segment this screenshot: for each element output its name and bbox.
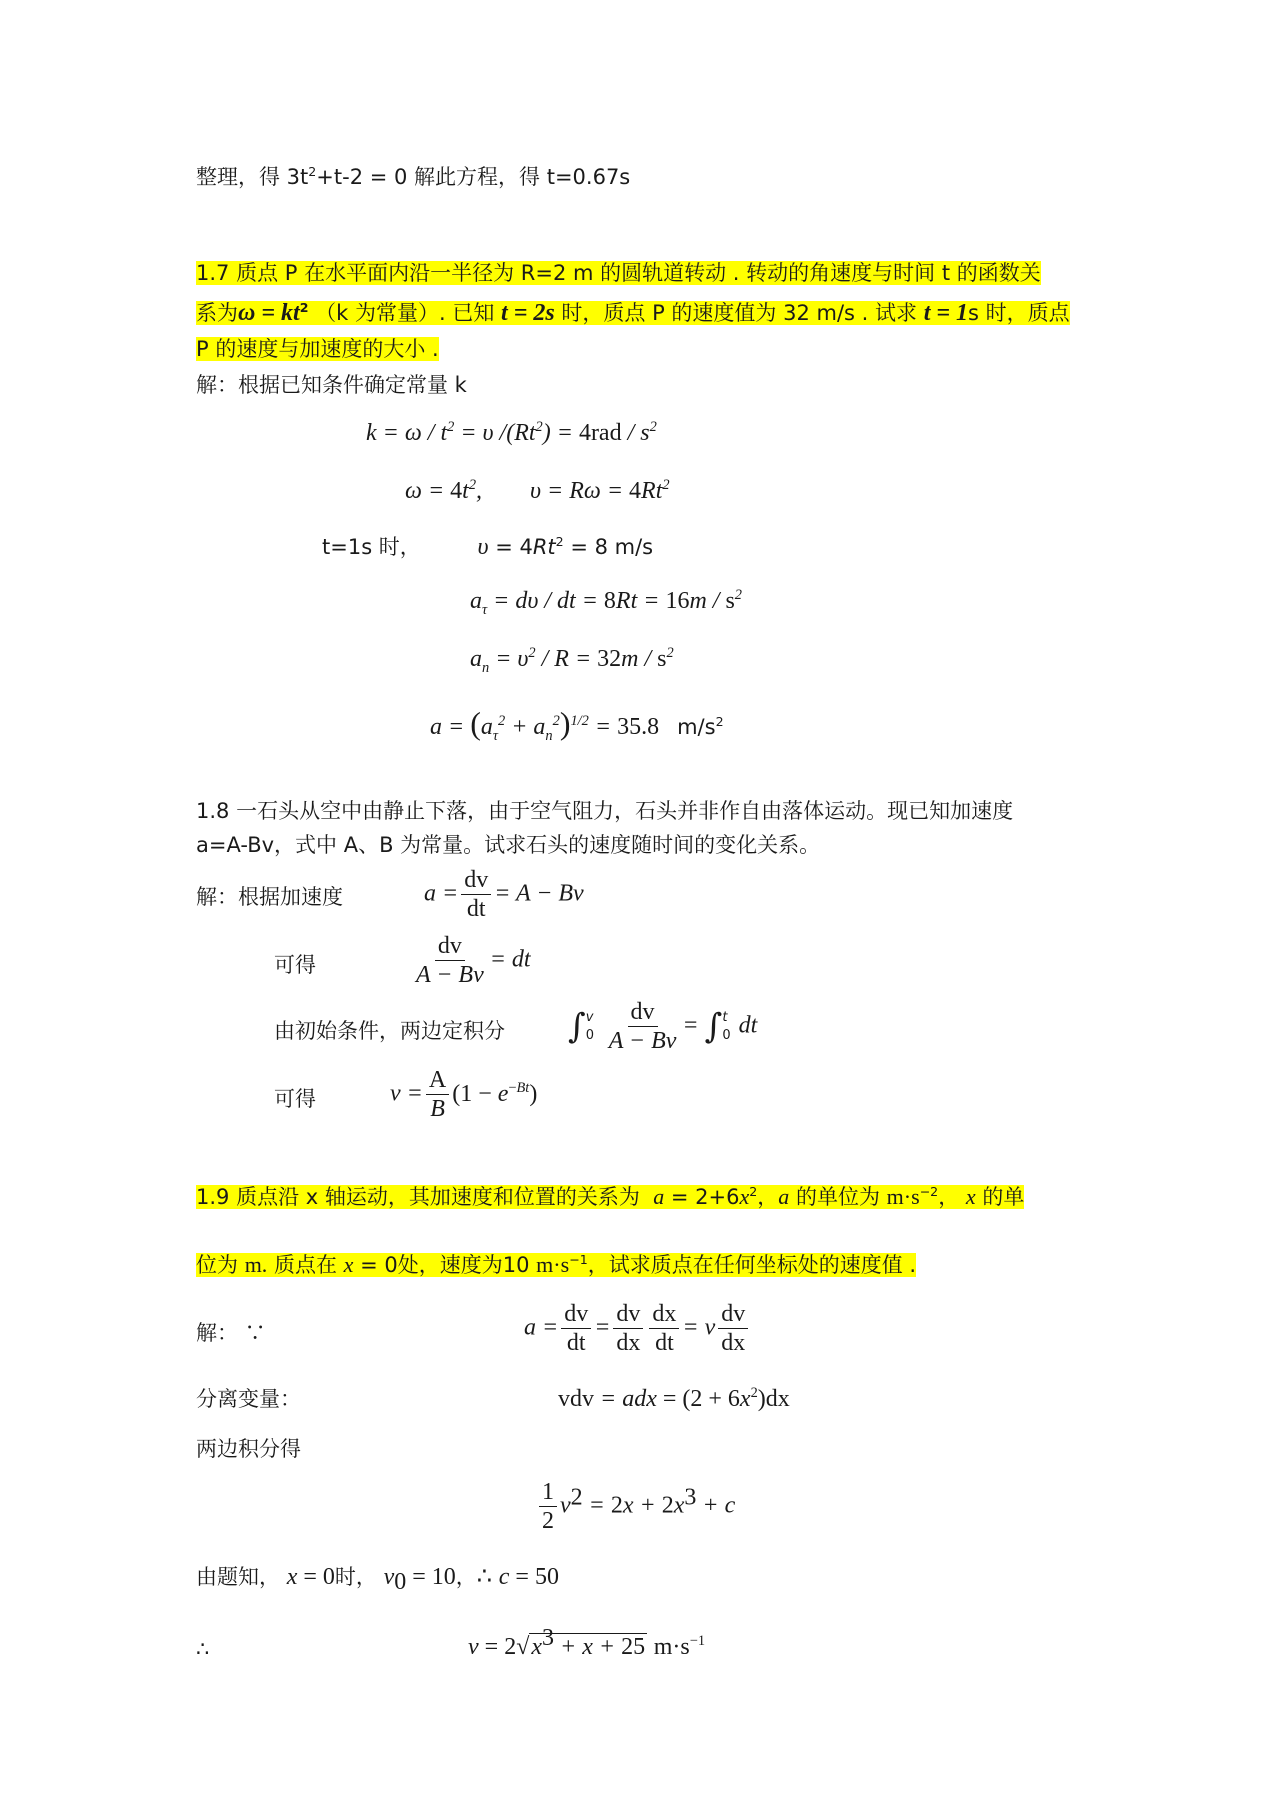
omega-kt2: ω = kt — [238, 300, 300, 326]
eq-t1: t=1s 时， $\upsilon = 4Rt^2 = 8$ m/s — [322, 534, 654, 560]
sol-1-8-step4-label: 可得 — [274, 1087, 316, 1111]
problem-1-8-line1: 1.8 一石头从空中由静止下落，由于空气阻力，石头并非作自由落体运动。现已知加速度 — [196, 799, 1014, 823]
problem-1-7-line3: P 的速度与加速度的大小 . — [196, 337, 439, 361]
sol-1-8-step2-eq: $\frac{dv}{A - Bv}$ = dt — [416, 933, 531, 988]
sol-1-8-step1-label: 解：根据加速度 — [196, 885, 343, 909]
sol-1-9-integrate-label: 两边积分得 — [196, 1437, 301, 1461]
sol-1-9-eq1: a = $\frac{dv}{dt}$ = $\frac{dv}{dx}$ $\frac{dx}{dt}$ = v $\frac{dv}{dx}$ — [524, 1300, 751, 1357]
eq-a-n: $a_n = \upsilon^2 / R = 32m / s^2$ — [470, 645, 674, 676]
sol-1-8-step3-eq: ∫v 0 $\frac{dv}{A - Bv}$ = ∫t 0 dt — [568, 999, 758, 1054]
line-solve-equation: 整理，得 $3t^2+t-2 = 0$ 解此方程，得 t=0.67s — [196, 164, 631, 189]
eq-omega-v: $\omega = 4t^2$, $\upsilon = R\omega = 4Rt^2$ — [405, 477, 670, 504]
sol-1-9-separate-label: 分离变量： — [196, 1387, 301, 1411]
eq-a-total: $a = (a_\tau^2 + a_n^2)^{1/2} = 35.8$ $m/s^2$ — [430, 705, 724, 744]
eq-a-tau: $a_\tau = d\upsilon$ / dt = $8Rt = 16m / s^2$ — [470, 587, 742, 618]
sol-1-9-because: 解： ∵ — [196, 1321, 266, 1345]
eq-k: $k = \omega / t^2 = \upsilon$ $/(Rt^2) = 4rad / s^2$ — [366, 419, 657, 446]
sol-1-9-final-eq: $v = 2√x^3 + x + 25$ $m\cdot s^{-1}$ — [468, 1625, 706, 1660]
problem-1-7-line1: 1.7 质点 P 在水平面内沿一半径为 R=2 m 的圆轨道转动 . 转动的角速度与时间 t 的函数关 — [196, 261, 1041, 285]
solution-1-7-intro: 解：根据已知条件确定常量 k — [196, 373, 467, 397]
sol-1-9-condition: 由题知， x = 0时， $v_0 = 10$，∴ c = 50 — [196, 1564, 559, 1596]
problem-1-8-line2: a=A-Bv，式中 A、B 为常量。试求石头的速度随时间的变化关系。 — [196, 833, 821, 857]
problem-1-9-line2: 位为 m. 质点在 x = 0处，速度为10 $m\cdot s^{-1}$，试求质点在任何坐标处的速度值 . — [196, 1252, 917, 1277]
sol-1-9-therefore: ∴ — [196, 1637, 210, 1661]
sol-1-8-step3-label: 由初始条件，两边定积分 — [274, 1019, 505, 1043]
sol-1-8-step2-label: 可得 — [274, 953, 316, 977]
sol-1-8-step4-eq: v = $\frac{A}{B}$ $(1 - e^{-Bt})$ — [390, 1067, 538, 1122]
problem-1-7-line2: 系为$\omega = kt^2$ （k 为常量）. 已知 t = 2s 时，质点 P 的速度值为 32 m/s . 试求 t = 1s 时，质点 — [196, 300, 1070, 326]
problem-1-9-line1: 1.9 质点沿 x 轴运动，其加速度和位置的关系为 $a = 2+6x^2$，a 的单位为 $m\cdot s^{-2}$， x 的单 — [196, 1184, 1025, 1209]
sol-1-9-separate-eq: vdv = adx = $(2 + 6x^2)dx$ — [558, 1385, 790, 1412]
sol-1-9-integrate-eq: $\frac{1}{2}$ $v^2 = 2x + 2x^3 + c$ — [536, 1478, 735, 1535]
sol-1-8-step1-eq: a = $\frac{dv}{dt}$ = A − Bv — [424, 867, 584, 922]
